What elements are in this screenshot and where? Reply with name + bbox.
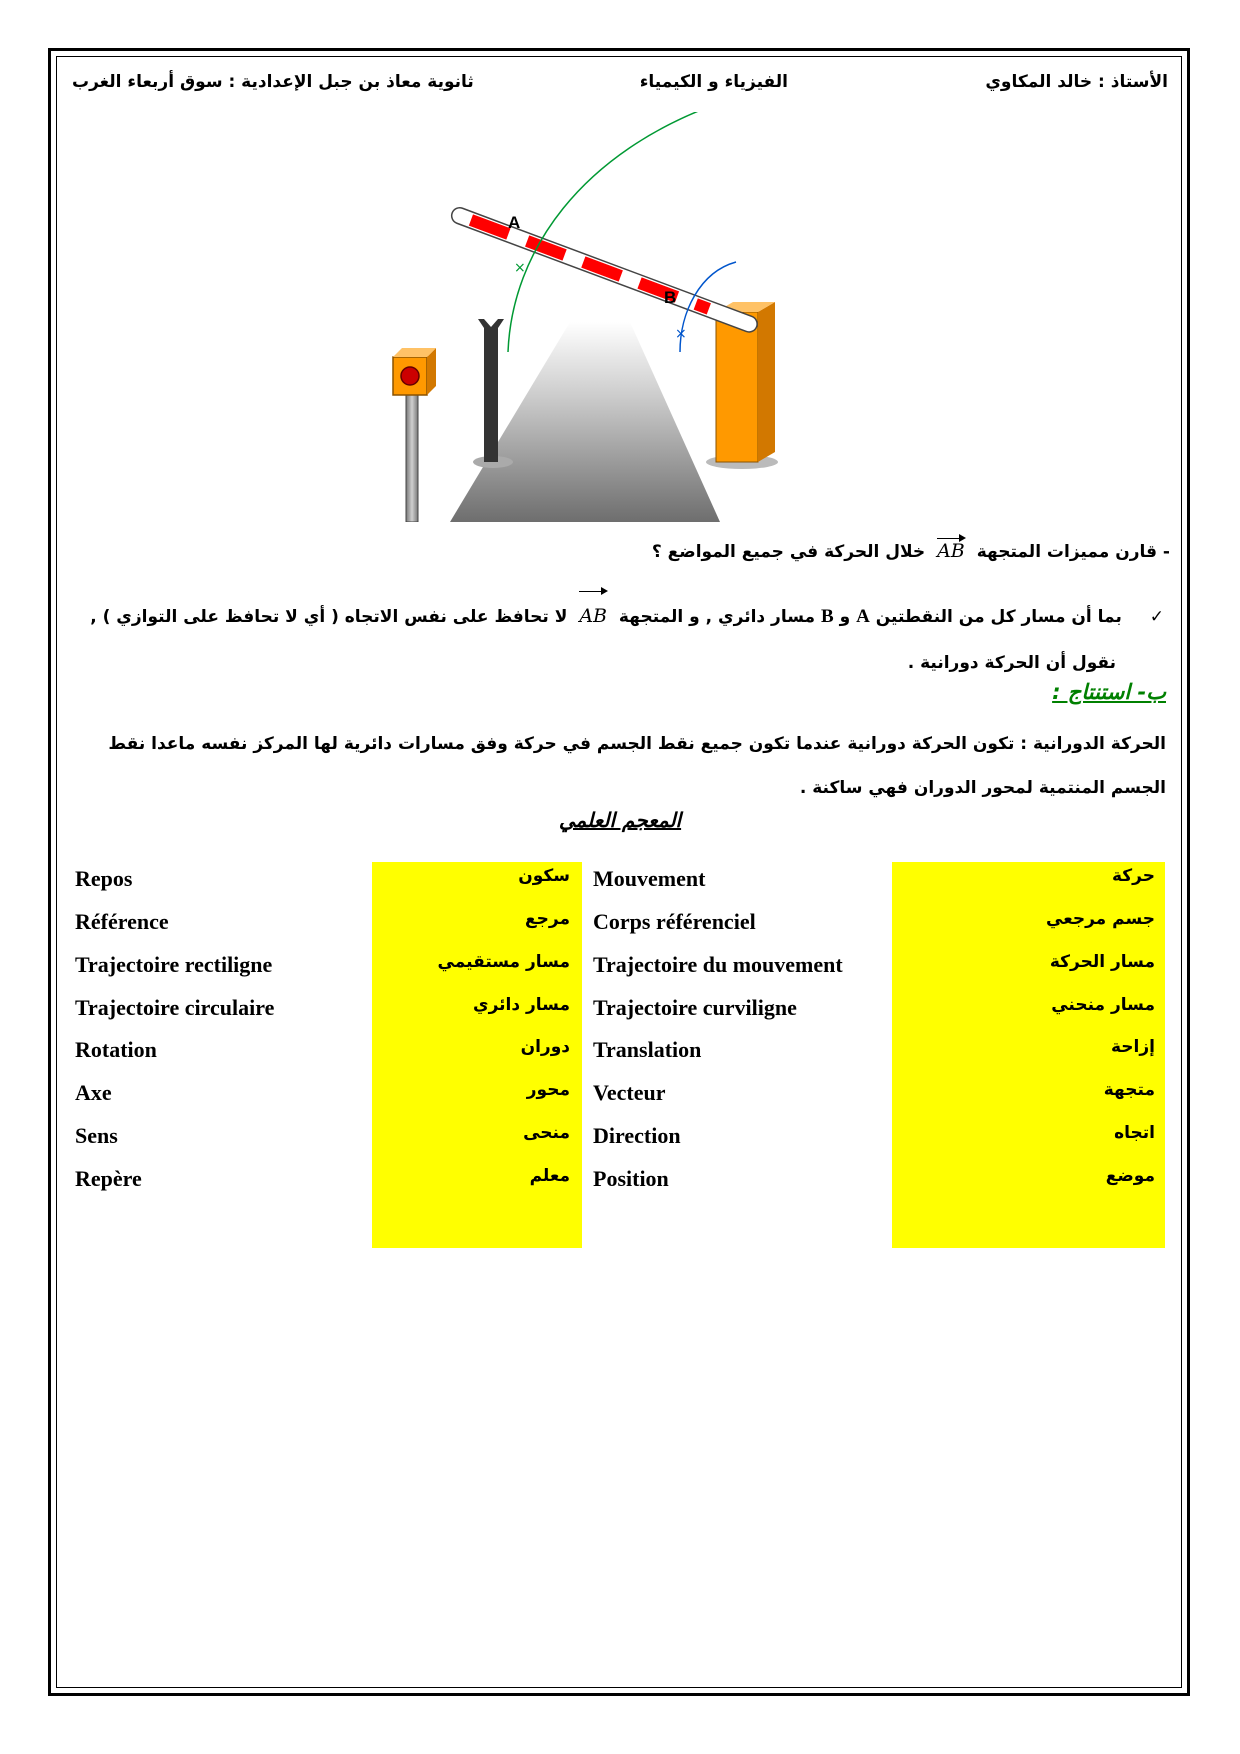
point-b: B	[820, 606, 834, 627]
conclusion-text: الحركة الدورانية : تكون الحركة دورانية عندما تكون جميع نقط الجسم في حركة وفق مسارات دائرية لها المركز نفسه ماعدا نقط الجسم المنتمية لمحور الدوران فهي ساكنة .	[108, 734, 1166, 798]
table-row: Trajectoire circulaire مسار دائري Trajectoire curviligne مسار منحني	[75, 995, 1155, 1020]
svg-text:×: ×	[675, 326, 687, 342]
point-a-label: A	[508, 213, 521, 232]
signal-pole	[406, 392, 418, 522]
question-text-end: خلال الحركة في جميع المواضع ؟	[651, 542, 926, 562]
page-header	[72, 72, 1168, 102]
answer-line-1: ✓ بما أن مسار كل من النقطتين A و B مسار دائري , و المتجهة AB لا تحافظ على نفس الاتجاه ( أي لا تحافظ على التوازي ) ,	[72, 593, 1164, 640]
school-name: ثانوية معاذ بن جبل الإعدادية : سوق أربعاء الغرب	[72, 72, 474, 92]
answer-block	[72, 593, 1164, 686]
signal-light	[401, 367, 419, 385]
table-row: Repos سكون Mouvement حركة	[75, 866, 1155, 891]
check-icon: ✓	[1149, 607, 1164, 627]
table-row: Axe محور Vecteur متجهة	[75, 1080, 1155, 1105]
vector-ab: AB	[937, 540, 965, 562]
question-text-start: - قارن مميزات المتجهة	[976, 542, 1170, 562]
conclusion-title: ب- استنتاج :	[1052, 680, 1166, 704]
point-b-label: B	[664, 288, 677, 307]
trajectory-arc-a	[508, 112, 722, 352]
teacher-name: الأستاذ : خالد المكاوي	[985, 72, 1168, 92]
table-row: Sens منحى Direction اتجاه	[75, 1123, 1155, 1148]
barrier-housing	[716, 312, 758, 462]
table-row: Trajectoire rectiligne مسار مستقيمي Trajectoire du mouvement مسار الحركة	[75, 952, 1155, 977]
table-row: Repère معلم Position موضع	[75, 1166, 1155, 1191]
answer-line-2: نقول أن الحركة دورانية .	[907, 653, 1116, 673]
table-row: Rotation دوران Translation إزاحة	[75, 1037, 1155, 1062]
vector-ab: AB	[579, 593, 607, 639]
table-row: Référence مرجع Corps référenciel جسم مرجعي	[75, 909, 1155, 934]
barrier-rotation-figure	[380, 112, 860, 522]
svg-text:×: ×	[514, 260, 526, 276]
point-a: A	[856, 606, 870, 627]
barrier-support	[484, 327, 498, 462]
lexicon-title: المعجم العلمي	[558, 808, 682, 832]
subject-name: الفيزياء و الكيمياء	[639, 72, 788, 92]
question-line	[652, 540, 1170, 562]
